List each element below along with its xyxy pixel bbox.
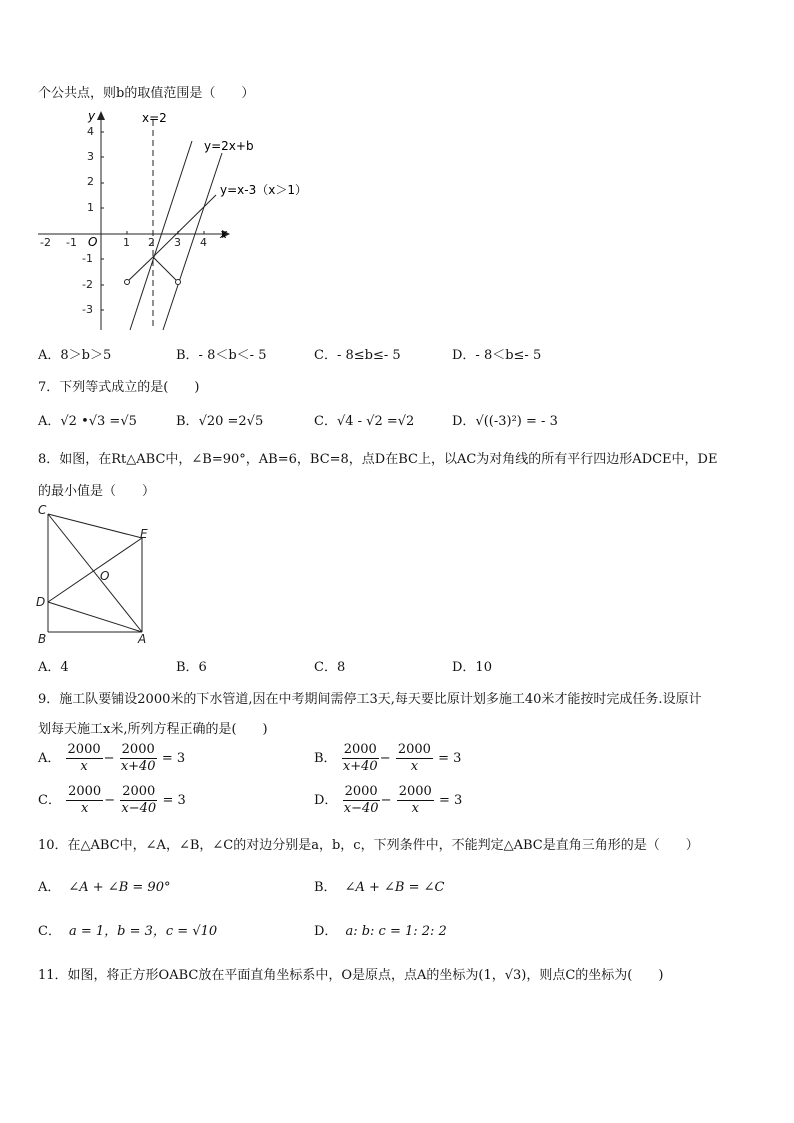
point-a-label: A: [138, 632, 147, 646]
q6-option-c[interactable]: C．- 8≤b≤- 5: [314, 348, 401, 363]
vertical-line-label: x=2: [142, 111, 167, 125]
q10-a-expr: ∠A + ∠B = 90°: [68, 880, 171, 895]
y-tick: -3: [82, 303, 93, 316]
q10-stem: 10．在△ABC中，∠A，∠B，∠C的对边分别是a，b，c，下列条件中，不能判定△ABC是直角三角形的是（ ）: [38, 838, 699, 853]
q10-option-c[interactable]: C． a = 1，b = 3，c = √10: [38, 924, 218, 939]
y-tick: -2: [82, 278, 93, 291]
line2-label: y=x-3（x＞1）: [220, 183, 307, 197]
q7-c-expr: √4 - √2 =√2: [336, 414, 415, 429]
q8-stem-line1: 8．如图，在Rt△ABC中，∠B=90°，AB=6，BC=8，点D在BC上，以AC为对角线的所有平行四边形ADCE中，DE: [38, 452, 718, 467]
point-o-label: O: [100, 569, 110, 583]
y-tick: 1: [87, 201, 94, 214]
q8-stem-line2: 的最小值是（ ）: [38, 484, 156, 499]
q7-option-a[interactable]: A．√2 •√3 =√5: [38, 414, 137, 429]
q9-stem-line2: 划每天施工x米,所列方程正确的是( ): [38, 722, 268, 737]
point-d-label: D: [36, 595, 46, 609]
q6-graph: [30, 108, 320, 333]
x-tick: 1: [123, 236, 130, 249]
origin-label: O: [88, 235, 98, 249]
q7-d-expr: √((-3)²) = - 3: [475, 414, 558, 429]
y-tick: -1: [82, 252, 93, 265]
q8-option-d[interactable]: D．10: [452, 660, 492, 675]
q10-c-expr: a = 1，b = 3，c = √10: [68, 924, 218, 939]
q11-stem: 11．如图，将正方形OABC放在平面直角坐标系中，O是原点，点A的坐标为(1，√3)，则点C的坐标为( ): [38, 968, 664, 983]
x-axis-label: x: [220, 227, 228, 241]
x-tick: -2: [40, 236, 51, 249]
y-tick: 3: [87, 150, 94, 163]
q7-a-expr: √2 •√3 =√5: [60, 414, 137, 429]
q6-option-b[interactable]: B．- 8＜b＜- 5: [176, 348, 267, 363]
q9-option-a[interactable]: A． $\frac{2000}{x}$ − $\frac{2000}{x+40}$ = 3: [38, 742, 186, 774]
q6-option-d[interactable]: D．- 8＜b≤- 5: [452, 348, 542, 363]
q8-figure: [34, 502, 164, 650]
y-axis-label: y: [88, 109, 96, 123]
point-c-label: C: [38, 503, 47, 517]
q7-option-b[interactable]: B．√20 =2√5: [176, 414, 264, 429]
q8-option-b[interactable]: B．6: [176, 660, 207, 675]
point-b-label: B: [38, 632, 47, 646]
q9-option-d[interactable]: D． $\frac{2000}{x-40}$ − $\frac{2000}{x}$ = 3: [314, 784, 463, 816]
q7-stem: 7．下列等式成立的是( ): [38, 380, 200, 395]
line1-label: y=2x+b: [204, 139, 254, 153]
q9-option-b[interactable]: B． $\frac{2000}{x+40}$ − $\frac{2000}{x}$ = 3: [314, 742, 462, 774]
q10-d-expr: a: b: c = 1: 2: 2: [345, 924, 447, 939]
x-tick: 3: [174, 236, 181, 249]
y-tick: 2: [87, 175, 94, 188]
q10-option-b[interactable]: B． ∠A + ∠B = ∠C: [314, 880, 445, 895]
q10-option-a[interactable]: A． ∠A + ∠B = 90°: [38, 880, 171, 895]
q6-stem: 个公共点，则b的取值范围是（ ）: [38, 86, 255, 101]
x-tick: 4: [200, 236, 207, 249]
x-tick: -1: [66, 236, 77, 249]
q8-option-c[interactable]: C．8: [314, 660, 346, 675]
point-e-label: E: [140, 527, 148, 541]
q6-option-a[interactable]: A．8＞b＞5: [38, 348, 112, 363]
y-tick: 4: [87, 125, 94, 138]
q9-option-c[interactable]: C． $\frac{2000}{x}$ − $\frac{2000}{x-40}$ = 3: [38, 784, 186, 816]
x-tick: 2: [148, 236, 155, 249]
q10-b-expr: ∠A + ∠B = ∠C: [344, 880, 445, 895]
q7-option-c[interactable]: C．√4 - √2 =√2: [314, 414, 415, 429]
q7-option-d[interactable]: D．√((-3)²) = - 3: [452, 414, 558, 429]
q7-b-expr: √20 =2√5: [198, 414, 264, 429]
q10-option-d[interactable]: D． a: b: c = 1: 2: 2: [314, 924, 447, 939]
q9-stem-line1: 9．施工队要铺设2000米的下水管道,因在中考期间需停工3天,每天要比原计划多施工40米才能按时完成任务.设原计: [38, 692, 702, 707]
q8-option-a[interactable]: A．4: [38, 660, 69, 675]
